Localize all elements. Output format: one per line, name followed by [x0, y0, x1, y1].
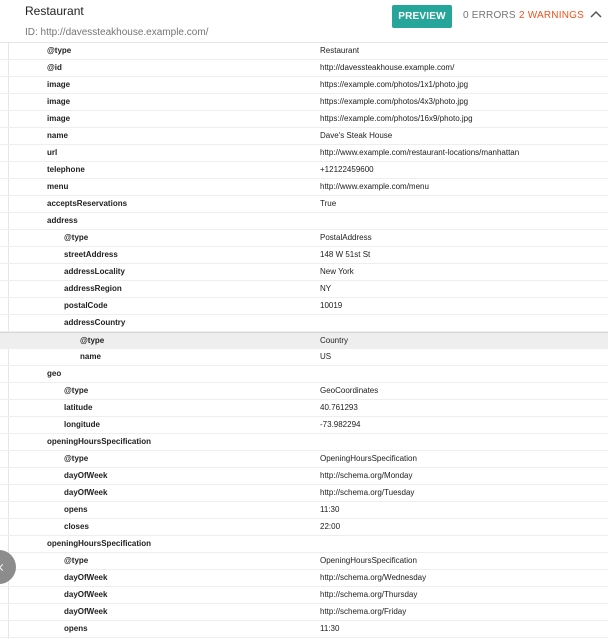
property-row[interactable] [0, 587, 608, 604]
property-row[interactable] [0, 621, 608, 638]
property-table [0, 43, 608, 638]
property-row[interactable] [0, 451, 608, 468]
property-name: dayOfWeek [64, 471, 108, 480]
property-value: +12122459600 [320, 165, 374, 174]
property-value: http://schema.org/Friday [320, 607, 407, 616]
property-row[interactable] [0, 298, 608, 315]
property-value: Dave's Steak House [320, 131, 393, 140]
property-value: True [320, 199, 337, 208]
property-name: image [47, 114, 71, 123]
preview-button[interactable]: PREVIEW [392, 5, 452, 28]
property-name: openingHoursSpecification [47, 539, 152, 548]
property-row[interactable] [0, 145, 608, 162]
property-value: 148 W 51st St [320, 250, 371, 259]
property-row[interactable] [0, 247, 608, 264]
property-name: menu [47, 182, 69, 191]
property-row[interactable] [0, 468, 608, 485]
property-row[interactable] [0, 485, 608, 502]
property-value: http://schema.org/Monday [320, 471, 413, 480]
property-row[interactable] [0, 60, 608, 77]
property-name: @type [64, 454, 89, 463]
property-name: opens [64, 505, 88, 514]
property-row[interactable] [0, 366, 608, 383]
property-value: https://example.com/photos/1x1/photo.jpg [320, 80, 469, 89]
property-name: image [47, 97, 71, 106]
property-row[interactable] [0, 417, 608, 434]
property-row[interactable] [0, 570, 608, 587]
property-name: @type [80, 336, 105, 345]
property-row[interactable] [0, 315, 608, 332]
property-name: name [80, 352, 101, 361]
property-value: 22:00 [320, 522, 341, 531]
property-name: addressLocality [64, 267, 125, 276]
property-name: streetAddress [64, 250, 118, 259]
property-row[interactable] [0, 179, 608, 196]
property-value: 11:30 [320, 624, 340, 633]
property-name: closes [64, 522, 89, 531]
property-value: http://schema.org/Tuesday [320, 488, 415, 497]
property-name: @type [64, 556, 89, 565]
property-row[interactable] [0, 332, 608, 349]
property-row[interactable] [0, 281, 608, 298]
item-type-title: Restaurant [25, 4, 84, 18]
property-name: dayOfWeek [64, 607, 108, 616]
property-value: http://davessteakhouse.example.com/ [320, 63, 455, 72]
property-row[interactable] [0, 213, 608, 230]
property-name: postalCode [64, 301, 108, 310]
property-name: url [47, 148, 58, 157]
property-row[interactable] [0, 434, 608, 451]
property-name: dayOfWeek [64, 488, 108, 497]
property-name: dayOfWeek [64, 590, 108, 599]
property-row[interactable] [0, 77, 608, 94]
property-name: acceptsReservations [47, 199, 128, 208]
property-row[interactable] [0, 264, 608, 281]
property-value: PostalAddress [320, 233, 372, 242]
property-row[interactable] [0, 162, 608, 179]
property-name: @type [64, 233, 89, 242]
property-name: dayOfWeek [64, 573, 108, 582]
property-name: name [47, 131, 68, 140]
property-value: http://schema.org/Wednesday [320, 573, 427, 582]
property-row[interactable] [0, 349, 608, 366]
property-name: telephone [47, 165, 85, 174]
property-row[interactable] [0, 553, 608, 570]
property-value: -73.982294 [320, 420, 361, 429]
property-name: address [47, 216, 78, 225]
result-header [0, 0, 608, 43]
chevron-up-icon[interactable] [589, 8, 603, 20]
property-row[interactable] [0, 536, 608, 553]
errors-count[interactable]: 0 ERRORS [463, 10, 516, 21]
property-value: New York [320, 267, 354, 276]
property-name: addressRegion [64, 284, 122, 293]
property-row[interactable] [0, 502, 608, 519]
property-value: 11:30 [320, 505, 340, 514]
property-row[interactable] [0, 230, 608, 247]
property-row[interactable] [0, 400, 608, 417]
warnings-count[interactable]: 2 WARNINGS [519, 10, 584, 21]
property-value: OpeningHoursSpecification [320, 556, 417, 565]
property-name: latitude [64, 403, 93, 412]
property-value: https://example.com/photos/16x9/photo.jpg [320, 114, 473, 123]
property-value: US [320, 352, 332, 361]
property-value: http://www.example.com/menu [320, 182, 429, 191]
property-value: Country [320, 336, 349, 345]
property-name: image [47, 80, 71, 89]
property-name: openingHoursSpecification [47, 437, 152, 446]
property-value: Restaurant [320, 46, 360, 55]
property-name: geo [47, 369, 62, 378]
property-name: opens [64, 624, 88, 633]
property-row[interactable] [0, 43, 608, 60]
item-id-text: ID: http://davessteakhouse.example.com/ [25, 27, 209, 38]
property-value: OpeningHoursSpecification [320, 454, 417, 463]
property-name: @id [47, 63, 62, 72]
property-name: @type [64, 386, 89, 395]
property-value: GeoCoordinates [320, 386, 379, 395]
property-row[interactable] [0, 128, 608, 145]
property-name: longitude [64, 420, 100, 429]
property-name: @type [47, 46, 72, 55]
property-row[interactable] [0, 604, 608, 621]
property-row[interactable] [0, 383, 608, 400]
property-row[interactable] [0, 519, 608, 536]
property-value: https://example.com/photos/4x3/photo.jpg [320, 97, 469, 106]
property-value: http://schema.org/Thursday [320, 590, 418, 599]
property-value: 40.761293 [320, 403, 358, 412]
property-row[interactable] [0, 111, 608, 128]
property-value: NY [320, 284, 332, 293]
property-row[interactable] [0, 94, 608, 111]
property-name: addressCountry [64, 318, 126, 327]
property-value: http://www.example.com/restaurant-locations/manhattan [320, 148, 520, 157]
property-value: 10019 [320, 301, 343, 310]
property-row[interactable] [0, 196, 608, 213]
